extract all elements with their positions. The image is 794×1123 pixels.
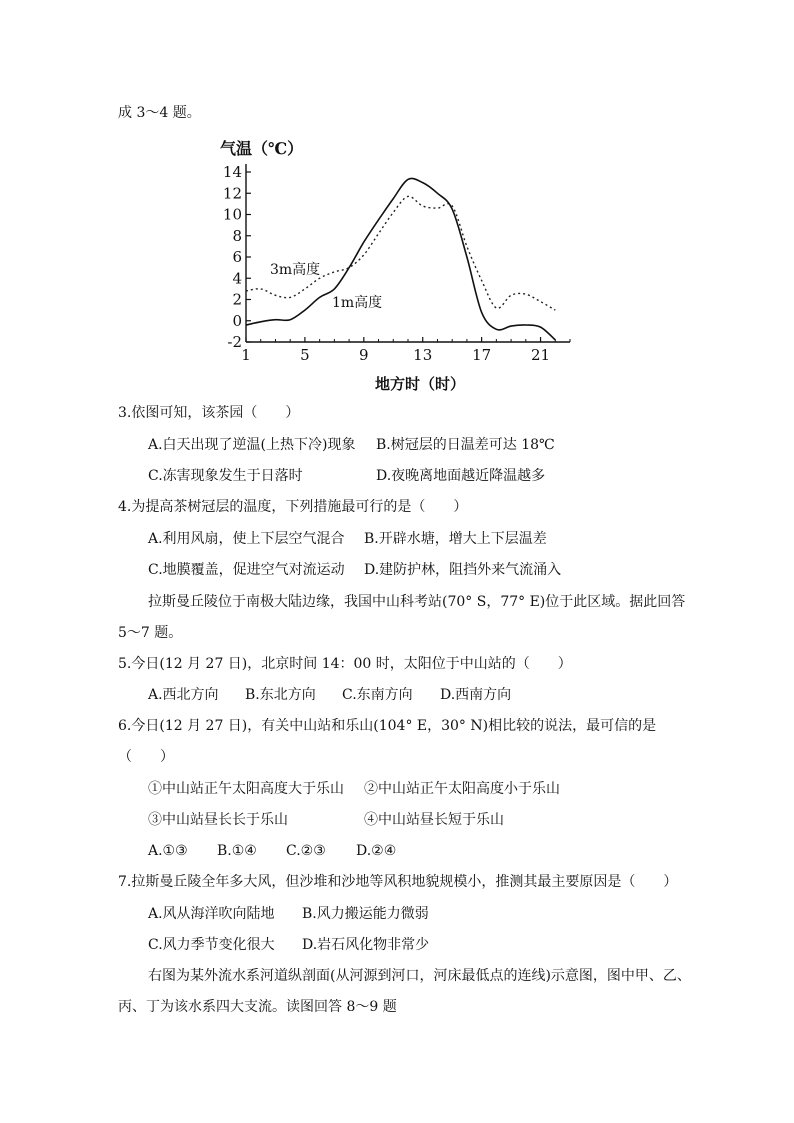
- y-ticks: [223, 163, 251, 351]
- q6-statement-3: ③中山站昼长长于乐山: [148, 812, 288, 828]
- q7-option-c: C.风力季节变化很大: [148, 937, 275, 953]
- q6-statement-2: ②中山站正午太阳高度小于乐山: [364, 781, 560, 797]
- q6-option-a: A.①③: [148, 843, 188, 859]
- y-tick-label: 10: [222, 205, 242, 224]
- q6-statement-4: ④中山站昼长短于乐山: [364, 812, 504, 828]
- y-tick-label: -2: [227, 333, 242, 351]
- q3-option-a: A.白天出现了逆温(上热下冷)现象: [148, 437, 356, 453]
- q7-option-a: A.风从海洋吹向陆地: [148, 906, 275, 922]
- series-label-3m: 3m高度: [270, 262, 321, 278]
- passage-8-9-line1: 右图为某外流水系河道纵剖面(从河源到河口，河床最低点的连线)示意图，图中甲、乙、: [148, 968, 691, 984]
- q3-option-c: C.冻害现象发生于日落时: [148, 468, 303, 484]
- q5-option-c: C.东南方向: [342, 687, 413, 703]
- y-axis-label: 气温（℃）: [220, 139, 304, 158]
- x-tick-label: 1: [241, 346, 251, 364]
- q6-option-b: B.①④: [217, 843, 257, 859]
- q6-stem-line2: （ ）: [118, 749, 174, 765]
- q4-option-a: A.利用风扇，使上下层空气混合: [148, 531, 345, 547]
- q6-statement-1: ①中山站正午太阳高度大于乐山: [148, 781, 344, 797]
- q3-stem: 3.依图可知，该茶园（ ）: [118, 405, 300, 421]
- q3-option-d: D.夜晚离地面越近降温越多: [376, 468, 546, 484]
- y-tick-label: 12: [222, 184, 242, 203]
- q7-option-b: B.风力搬运能力微弱: [302, 906, 429, 922]
- x-axis-label: 地方时（时）: [375, 375, 466, 393]
- q5-option-d: D.西南方向: [440, 687, 512, 703]
- passage-8-9-line2: 丙、丁为该水系四大支流。读图回答 8～9 题: [118, 999, 397, 1015]
- temperature-chart: [212, 132, 582, 402]
- y-tick-label: 14: [222, 163, 242, 181]
- q5-option-a: A.西北方向: [148, 687, 219, 703]
- q7-option-d: D.岩石风化物非常少: [302, 937, 430, 953]
- passage-5-7-line1: 拉斯曼丘陵位于南极大陆边缘，我国中山科考站(70° S，77° E)位于此区域。据此回答: [148, 594, 686, 610]
- q5-stem: 5.今日(12 月 27 日)，北京时间 14：00 时，太阳位于中山站的（ ）: [118, 656, 572, 672]
- x-tick-label: 9: [359, 346, 369, 364]
- q5-option-b: B.东北方向: [245, 687, 316, 703]
- x-ticks: [241, 337, 570, 364]
- q6-option-d: D.②④: [356, 843, 397, 859]
- q6-option-c: C.②③: [286, 843, 326, 859]
- y-tick-label: 6: [232, 248, 242, 266]
- passage-5-7-line2: 5～7 题。: [118, 625, 183, 641]
- q4-option-b: B.开辟水塘，增大上下层温差: [364, 531, 547, 547]
- y-tick-label: 4: [232, 269, 242, 288]
- y-tick-label: 8: [232, 226, 242, 245]
- x-tick-label: 13: [413, 346, 433, 364]
- q7-stem: 7.拉斯曼丘陵全年多大风，但沙堆和沙地等风积地貌规模小，推测其最主要原因是（ ）: [118, 874, 678, 890]
- x-tick-label: 5: [300, 346, 310, 364]
- series-label-1m: 1m高度: [332, 295, 383, 311]
- q3-option-b: B.树冠层的日温差可达 18℃: [376, 437, 555, 453]
- x-tick-label: 17: [472, 346, 492, 364]
- chart-axes: [246, 164, 570, 342]
- series-line-3m: [246, 196, 555, 310]
- x-tick-label: 21: [530, 346, 551, 364]
- q6-stem-line1: 6.今日(12 月 27 日)，有关中山站和乐山(104° E，30° N)相比较的说法，最可信的是: [118, 718, 657, 734]
- q4-option-d: D.建防护林，阻挡外来气流涌入: [364, 562, 562, 578]
- y-tick-label: 2: [232, 290, 242, 309]
- q4-option-c: C.地膜覆盖，促进空气对流运动: [148, 562, 345, 578]
- q4-stem: 4.为提高茶树冠层的温度，下列措施最可行的是（ ）: [118, 499, 468, 515]
- y-tick-label: 0: [232, 311, 242, 330]
- intro-line: 成 3～4 题。: [118, 105, 201, 121]
